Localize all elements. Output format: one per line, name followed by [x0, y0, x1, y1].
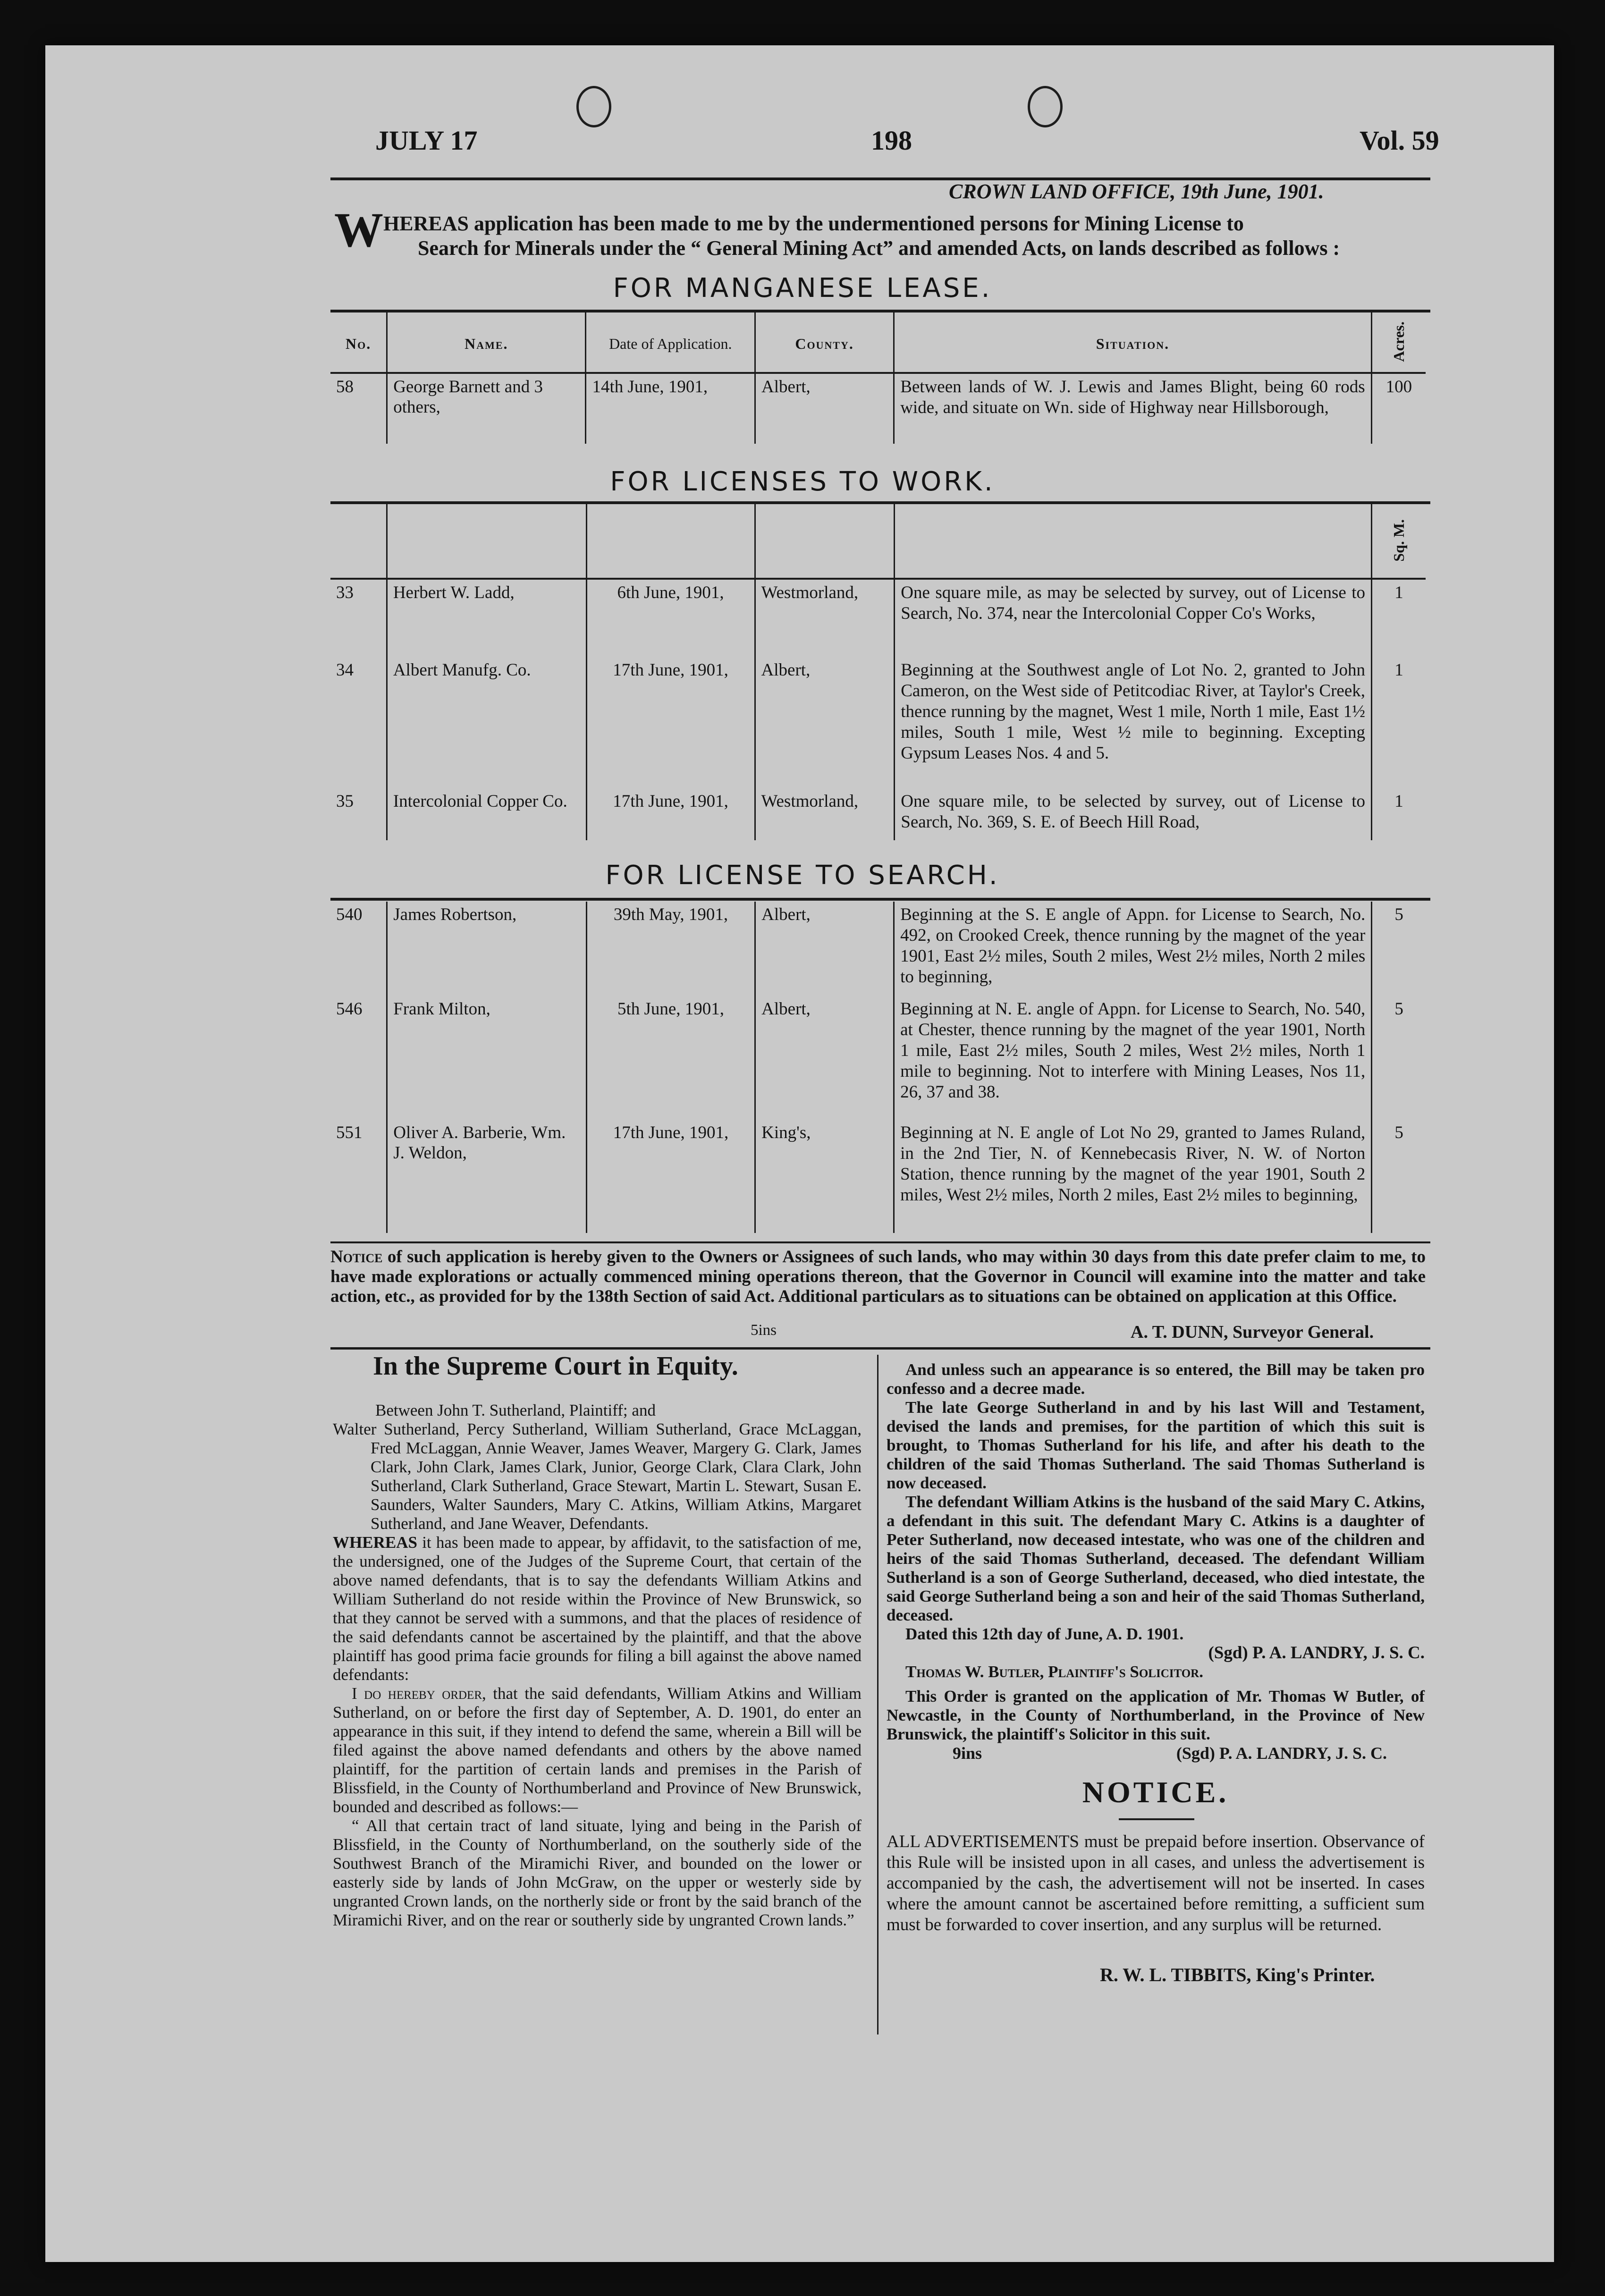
table-row	[330, 579, 1426, 657]
land-description: “ All that certain tract of land situate, lying and being in the Parish of Blissfield, in the County of Northumberland, on the southerly side of the Southwest Branch of the Miramichi River, and bounded on the lower or easterly side by lands of John McGraw, on the upper or westerly side by ungranted Crown lands, on the northerly side or front by the said branch of the Miramichi River, and on the rear or southerly side by ungranted Crown lands.”	[333, 1816, 862, 1929]
acres-label: Acres.	[1390, 321, 1407, 362]
binding-hole	[576, 86, 611, 127]
cell-sqm: 1	[1372, 579, 1426, 657]
cell-no: 540	[336, 905, 363, 924]
notice-title: NOTICE.	[1082, 1775, 1229, 1809]
cell-sqm: 5	[1372, 902, 1426, 996]
manganese-table	[330, 312, 1426, 444]
order-text: that the said defendants, William Atkins and William Sutherland, on or before the first day of September, A. D. 1901, do enter an appearance in this suit, if they intend to defend the same, wherein a Bill will be filed against the above named defendants and others by the above named plaintiff, for the partition of certain lands and premises in the Parish of Blissfield, in the County of Northumberland and Province of New Brunswick, bounded and described as follows:—	[333, 1684, 862, 1816]
whereas-text: it has been made to appear, by affidavit, to the satisfaction of me, the undersigned, one of the Judges of the Supreme Court, that certain of the above named defendants, that is to say the defendants William Atkins and William Sutherland do not reside within the Province of New Brunswick, so that they cannot be served with a summons, and that the places of residence of the said defendants cannot be ascertained by the plaintiff, and that the above plaintiff has good prima facie grounds for filing a bill against the above named defendants:	[333, 1533, 862, 1684]
cell-date: 6th June, 1901,	[586, 579, 755, 657]
sqm-label: Sq. M.	[1390, 519, 1407, 562]
court-insertion-count: 9ins	[953, 1744, 982, 1763]
closing-rule	[330, 1241, 1430, 1243]
drop-cap: W	[334, 203, 383, 257]
cell-date: 5th June, 1901,	[586, 996, 755, 1120]
judge-signature-1: (Sgd) P. A. LANDRY, J. S. C.	[1208, 1643, 1425, 1663]
cell-situation: Beginning at N. E. angle of Appn. for License to Search, No. 540, at Chester, thence running by the magnet of the year 1901, North 1 mile, East 2½ miles, South 2 miles, West 2½ miles, North 1 mile to beginning. Not to interfere with Mining Leases, Nos 11, 26, 37 and 38.	[894, 996, 1372, 1120]
cell-situation: Beginning at N. E angle of Lot No 29, granted to James Ruland, in the 2nd Tier, N. of Kennebecasis River, N. W. of Norton Station, thence running by the magnet of the year 1901, South 2 miles, West 2½ miles, North 2 miles, East 2½ miles to beginning,	[894, 1120, 1372, 1233]
cell-county: Westmorland,	[755, 579, 895, 657]
cell-name: George Barnett and 3 others,	[387, 373, 586, 444]
cell-name: James Robertson,	[387, 902, 587, 996]
plaintiff-solicitor: Thomas W. Butler, Plaintiff's Solicitor.	[905, 1663, 1203, 1681]
volume-number: Vol. 59	[1360, 125, 1439, 156]
cell-name: Albert Manufg. Co.	[387, 657, 586, 788]
page-number: 198	[871, 125, 912, 156]
binding-hole	[1028, 86, 1063, 127]
kings-printer-signature: R. W. L. TIBBITS, King's Printer.	[1100, 1964, 1375, 1985]
col-header-date: Date of Application.	[586, 312, 755, 373]
notice-rule	[1119, 1818, 1194, 1820]
cell-situation: One square mile, to be selected by survey, out of License to Search, No. 369, S. E. of Beech Hill Road,	[895, 788, 1372, 840]
column-divider	[877, 1355, 879, 2034]
section-title-manganese: FOR MANGANESE LEASE.	[613, 273, 992, 304]
col-header-acres	[1371, 312, 1426, 373]
atkins-paragraph: The defendant William Atkins is the husband of the said Mary C. Atkins, a defendant in this suit. The defendant Mary C. Atkins is a daughter of Peter Sutherland, now deceased intestate, who was one of the children and heirs of the said Thomas Sutherland, deceased. The defendant William Sutherland is a son of George Sutherland, deceased, who died intestate, the said George Sutherland being a son and heir of the said Thomas Sutherland, deceased.	[887, 1493, 1425, 1624]
intro-line-1: HEREAS application has been made to me by the undermentioned persons for Mining License to	[383, 212, 1244, 235]
search-table	[330, 902, 1426, 1233]
table-row	[330, 373, 1426, 444]
cell-no: 546	[336, 999, 363, 1019]
cell-sqm: 5	[1372, 996, 1426, 1120]
notice-text: ALL ADVERTISEMENTS must be prepaid before insertion. Observance of this Rule will be insisted upon in all cases, and unless the advertisement is accompanied by the cash, the advertisement will not be inserted. In cases where the amount cannot be ascertained before remitting, a sufficient sum must be forwarded to cover insertion, and any surplus will be returned.	[887, 1832, 1425, 1934]
cell-county: Westmorland,	[755, 788, 895, 840]
col-header-sqm	[1372, 504, 1426, 579]
col-header-situation: Situation.	[894, 312, 1371, 373]
cell-county: Albert,	[755, 996, 894, 1120]
header-date: JULY 17	[375, 125, 478, 156]
divider-rule	[330, 1347, 1430, 1350]
intro-line-2: Search for Minerals under the “ General Mining Act” and amended Acts, on lands described as follows :	[418, 236, 1340, 260]
cell-no: 33	[336, 583, 354, 602]
table-row	[330, 1120, 1426, 1233]
cell-name: Oliver A. Barberie, Wm. J. Weldon,	[387, 1120, 587, 1233]
notice-body	[887, 1832, 1425, 1935]
closing-notice-text: of such application is hereby given to the Owners or Assignees of such lands, who may within 30 days from this date prefer claim to me, to have made explorations or actually commenced mining operations thereon, that the Governor in Council will examine into the matter and take action, etc., as provided for by the 138th Section of said Act. Additional particulars as to situations can be obtained on application at this Office.	[330, 1247, 1426, 1306]
cell-county: Albert,	[755, 657, 895, 788]
dated-line: Dated this 12th day of June, A. D. 1901.	[905, 1625, 1184, 1643]
cell-county: Albert,	[755, 902, 894, 996]
court-party-plaintiff: Between John T. Sutherland, Plaintiff; and	[375, 1401, 656, 1419]
cell-acres: 100	[1371, 373, 1426, 444]
cell-name: Intercolonial Copper Co.	[387, 788, 586, 840]
col-header-no: No.	[330, 312, 387, 373]
insertion-count: 5ins	[751, 1322, 777, 1339]
cell-no: 58	[336, 377, 354, 397]
cell-sqm: 1	[1372, 657, 1426, 788]
section-title-search: FOR LICENSE TO SEARCH.	[605, 860, 1000, 891]
work-table	[330, 504, 1426, 840]
order-paragraph	[333, 1684, 862, 1816]
closing-notice	[330, 1247, 1426, 1307]
cell-date: 17th June, 1901,	[586, 788, 755, 840]
office-dateline: CROWN LAND OFFICE, 19th June, 1901.	[949, 180, 1324, 203]
col-header-county: County.	[755, 312, 894, 373]
table-row	[330, 902, 1426, 996]
cell-situation: Between lands of W. J. Lewis and James Blight, being 60 rods wide, and situate on Wn. side of Highway near Hillsborough,	[894, 373, 1371, 444]
cell-sqm: 1	[1372, 788, 1426, 840]
table-rule	[330, 898, 1430, 901]
court-left-column	[333, 1401, 862, 1930]
closing-notice-lead: Notice	[330, 1247, 383, 1266]
court-title: In the Supreme Court in Equity.	[373, 1351, 738, 1381]
will-paragraph: The late George Sutherland in and by his last Will and Testament, devised the lands and premises, for the partition of which this suit is brought, to Thomas Sutherland for his life, and after his death to the children of the said Thomas Sutherland. The said Thomas Sutherland is now deceased.	[887, 1398, 1425, 1492]
appearance-paragraph: And unless such an appearance is so entered, the Bill may be taken pro confesso and a decree made.	[887, 1360, 1425, 1398]
cell-name: Herbert W. Ladd,	[387, 579, 586, 657]
cell-sqm: 5	[1372, 1120, 1426, 1233]
court-right-column	[887, 1360, 1425, 1763]
cell-county: King's,	[755, 1120, 894, 1233]
table-row	[330, 788, 1426, 840]
order-granted-paragraph: This Order is granted on the application of Mr. Thomas W Butler, of Newcastle, in the County of Northumberland, in the Province of New Brunswick, the plaintiff's Solicitor in this suit.	[887, 1687, 1425, 1743]
judge-signature-2: (Sgd) P. A. LANDRY, J. S. C.	[1176, 1744, 1387, 1763]
cell-date: 17th June, 1901,	[586, 657, 755, 788]
order-lead: I do hereby order,	[352, 1684, 486, 1703]
cell-county: Albert,	[755, 373, 894, 444]
cell-no: 35	[336, 792, 354, 811]
surveyor-signature: A. T. DUNN, Surveyor General.	[1131, 1322, 1374, 1342]
cell-no: 551	[336, 1123, 363, 1142]
court-party-defendants: Walter Sutherland, Percy Sutherland, William Sutherland, Grace McLaggan, Fred McLaggan, Annie Weaver, James Weaver, Margery G. Clark, James Clark, John Clark, James Clark, Junior, George Clark, Clara Clark, John Sutherland, Clark Sutherland, Grace Stewart, Martin L. Stewart, Susan E. Saunders, Walter Saunders, Mary C. Atkins, William Atkins, Margaret Sutherland, and Jane Weaver, Defendants.	[333, 1420, 862, 1533]
whereas-lead: WHEREAS	[333, 1533, 417, 1552]
cell-date: 39th May, 1901,	[586, 902, 755, 996]
cell-situation: Beginning at the Southwest angle of Lot No. 2, granted to John Cameron, on the West side of Petitcodiac River, at Taylor's Creek, thence running by the magnet, West 1 mile, North 1 mile, East 1½ miles, South 1 mile, West ½ mile to beginning. Excepting Gypsum Leases Nos. 4 and 5.	[895, 657, 1372, 788]
section-title-work: FOR LICENSES TO WORK.	[610, 466, 995, 497]
table-row	[330, 657, 1426, 788]
cell-name: Frank Milton,	[387, 996, 587, 1120]
table-header-row	[330, 504, 1426, 579]
cell-date: 17th June, 1901,	[586, 1120, 755, 1233]
cell-no: 34	[336, 660, 354, 680]
whereas-paragraph	[333, 1533, 862, 1684]
table-header-row	[330, 312, 1426, 373]
col-header-name: Name.	[387, 312, 586, 373]
cell-date: 14th June, 1901,	[586, 373, 755, 444]
table-row	[330, 996, 1426, 1120]
cell-situation: Beginning at the S. E angle of Appn. for License to Search, No. 492, on Crooked Creek, thence running by the magnet of the year 1901, East 2½ miles, South 2 miles, West 2½ miles, North 2 miles to beginning,	[894, 902, 1372, 996]
cell-situation: One square mile, as may be selected by survey, out of License to Search, No. 374, near the Intercolonial Copper Co's Works,	[895, 579, 1372, 657]
